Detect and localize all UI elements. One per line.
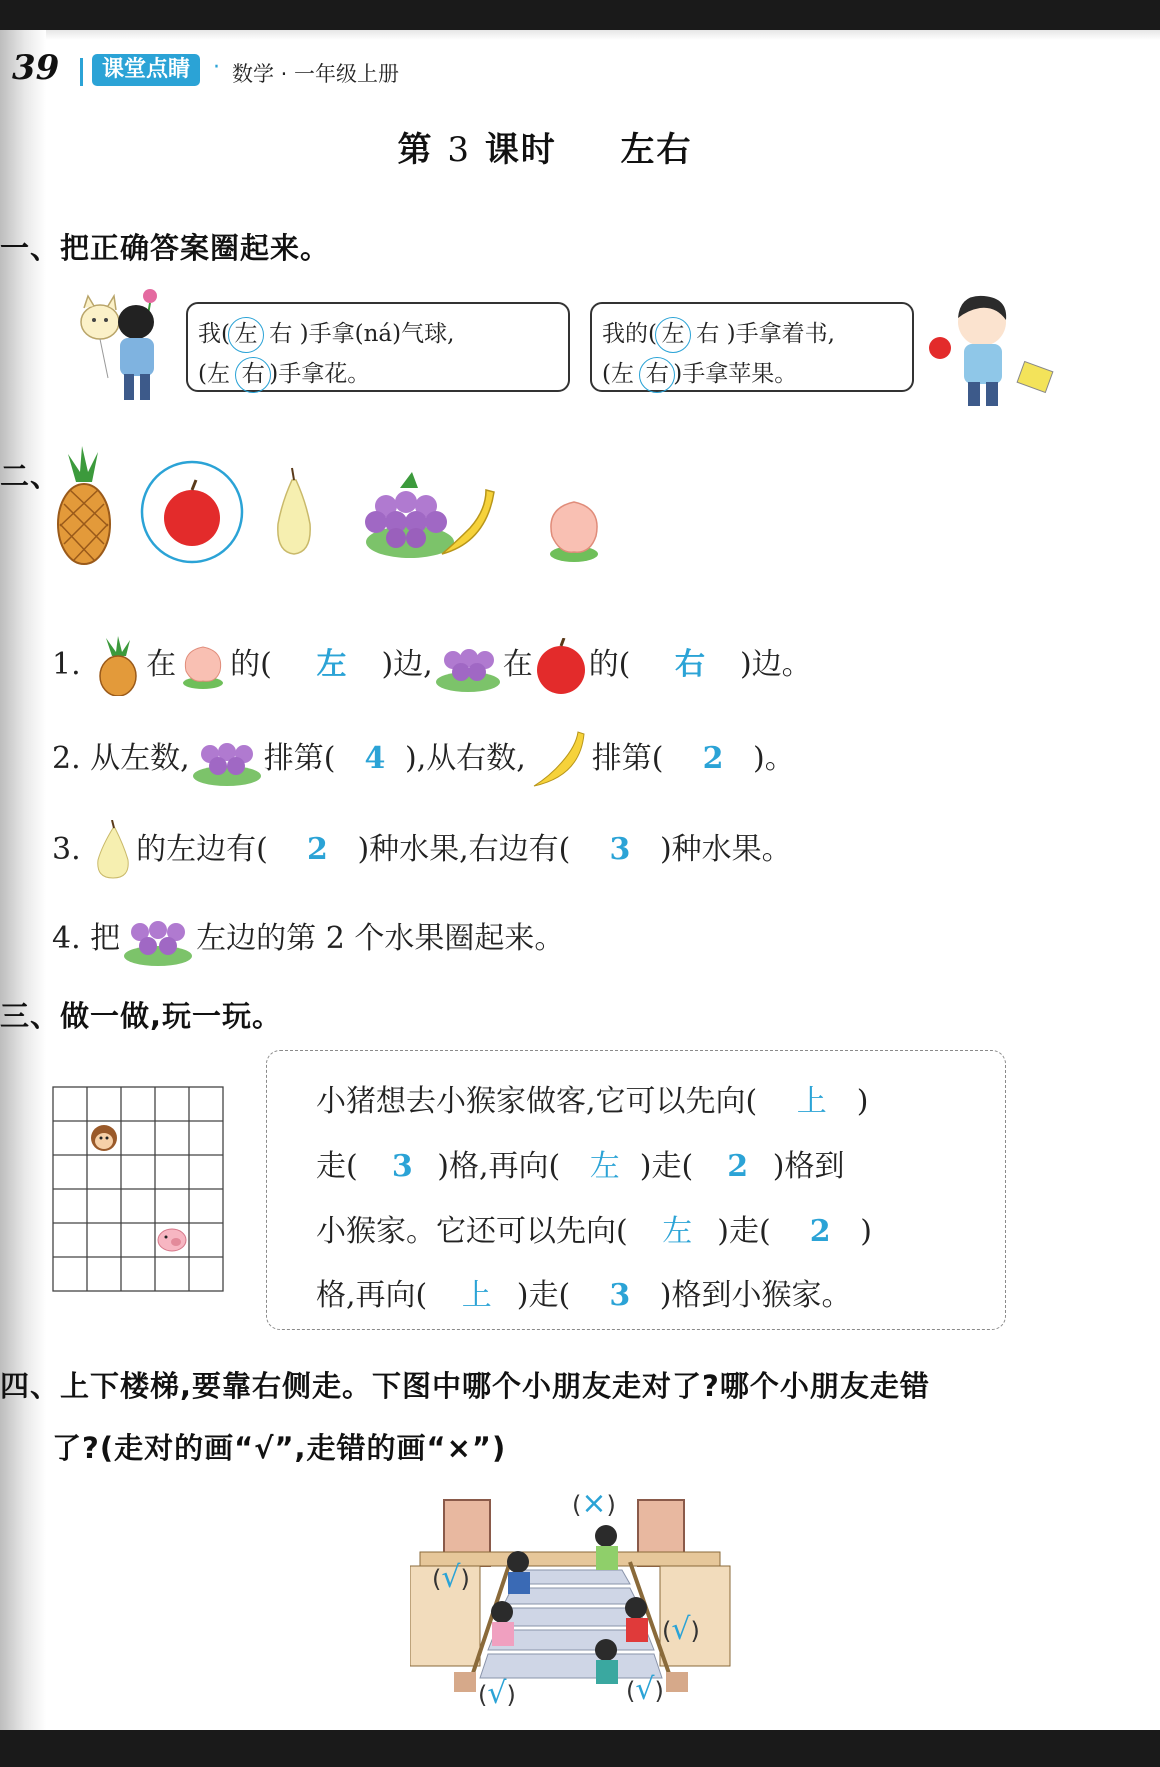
title-prefix: 第 <box>397 130 434 170</box>
answer: 右 <box>674 647 705 682</box>
question-1: 1. 在 的( 左 )边, 在 的( 右 )边。 <box>52 636 812 696</box>
pear-icon <box>278 468 310 554</box>
section-4-heading-cont: 了?(走对的画“√”,走错的画“×”) <box>52 1431 507 1465</box>
mark-bottom-left: (√) <box>478 1676 516 1711</box>
apple-icon <box>164 480 220 546</box>
girl-with-balloon-illustration <box>78 288 188 408</box>
girl-speech-bubble: 我( 左 右 )手拿(ná)气球, (左 右 )手拿花。 <box>186 302 570 392</box>
answer: 上 <box>461 1278 492 1313</box>
title-topic: 左右 <box>620 130 693 170</box>
title-suffix: 课时 <box>484 130 557 170</box>
answer: 3 <box>391 1149 413 1184</box>
answer: 2 <box>727 1149 749 1184</box>
child-figure <box>595 1525 618 1570</box>
answer: 2 <box>307 832 328 867</box>
grapes-icon <box>365 472 454 558</box>
apple-icon <box>533 638 589 694</box>
brand-badge: 课堂点睛 <box>92 54 200 86</box>
boy-speech-bubble: 我的( 左 右 )手拿着书, (左 右 )手拿苹果。 <box>590 302 914 392</box>
section-3-heading: 三、做一做,玩一玩。 <box>0 999 283 1033</box>
mark-right: (√) <box>662 1612 700 1647</box>
staircase-illustration <box>410 1492 732 1698</box>
pineapple-icon <box>90 636 146 696</box>
banana-icon <box>526 730 592 790</box>
answer: 左 <box>316 647 347 682</box>
circled-answer-right: 右 <box>639 357 675 393</box>
mark-top: (×) <box>572 1486 616 1521</box>
story-line-2: 走( 3 )格,再向( 左 )走( 2 )格到 <box>316 1141 844 1185</box>
answer: 3 <box>609 1278 631 1313</box>
page-number: 39 <box>12 48 60 88</box>
page-top-fold <box>0 30 1160 40</box>
child-figure <box>625 1597 648 1642</box>
section-4-heading: 四、上下楼梯,要靠右侧走。下图中哪个小朋友走对了?哪个小朋友走错 <box>0 1369 930 1403</box>
child-figure <box>595 1639 618 1684</box>
answer: 3 <box>609 832 631 867</box>
grapes-icon <box>190 732 264 788</box>
question-2: 2. 从左数, 排第( 4 ),从右数, 排第( 2 )。 <box>52 730 795 790</box>
fruit-row <box>46 442 696 582</box>
child-figure <box>491 1601 514 1646</box>
answer: 上 <box>796 1084 827 1119</box>
page-spine-shadow <box>0 30 46 1730</box>
pear-icon <box>90 820 136 882</box>
story-line-3: 小猴家。它还可以先向( 左 )走( 2 ) <box>316 1206 872 1250</box>
story-line-1: 小猪想去小猴家做客,它可以先向( 上 ) <box>316 1076 869 1120</box>
question-4: 4. 把 左边的第 2 个水果圈起来。 <box>52 910 564 970</box>
answer: 左 <box>589 1149 620 1184</box>
grid-map <box>52 1086 224 1292</box>
pig-icon <box>158 1229 186 1251</box>
circled-answer-left: 左 <box>655 317 691 353</box>
answer: 4 <box>364 741 386 776</box>
circled-answer-right: 右 <box>235 357 271 393</box>
worksheet-page <box>0 30 1160 1730</box>
header-subtitle: 数学 · 一年级上册 <box>232 62 400 86</box>
boy-with-book-illustration <box>920 292 1060 412</box>
header-divider <box>80 58 83 86</box>
title-number: 3 <box>447 130 471 170</box>
section-1-heading: 一、把正确答案圈起来。 <box>0 231 331 265</box>
child-figure <box>507 1551 530 1594</box>
peach-icon <box>550 502 598 562</box>
story-line-4: 格,再向( 上 )走( 3 )格到小猴家。 <box>316 1270 851 1314</box>
answer: 2 <box>702 741 724 776</box>
mark-bottom-right: (√) <box>626 1672 664 1707</box>
monkey-icon <box>91 1125 117 1151</box>
answer: 左 <box>662 1214 693 1249</box>
question-3: 3. 的左边有( 2 )种水果,右边有( 3 )种水果。 <box>52 820 792 882</box>
header-dot: · <box>213 55 220 80</box>
peach-icon <box>176 641 230 691</box>
lesson-title <box>0 122 1090 171</box>
section-2-heading: 二、 <box>0 459 61 493</box>
pineapple-icon <box>58 446 110 564</box>
answer: 2 <box>809 1214 831 1249</box>
circled-answer-left: 左 <box>228 317 264 353</box>
grapes-icon <box>433 638 503 694</box>
mark-left: (√) <box>432 1560 470 1595</box>
grapes-icon <box>120 910 196 970</box>
